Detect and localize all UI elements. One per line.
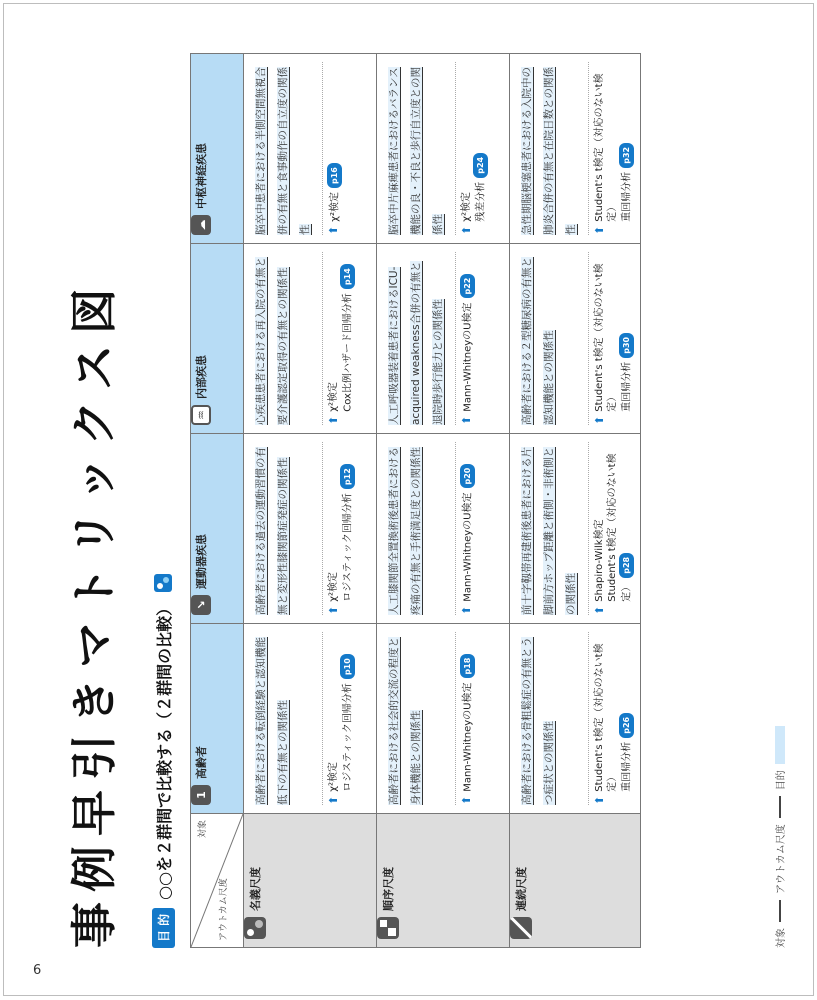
cell-objective: 急性期脳梗塞患者における入院中の肺炎合併の有無と在院日数との関係性 — [521, 67, 577, 235]
lungs-icon: ♒ — [191, 405, 211, 425]
page-reference-link[interactable]: p26 — [619, 713, 634, 738]
arrow-up-icon: ⬆ — [593, 795, 606, 805]
subtitle: ○○を２群間で比較する（２群間の比較） — [154, 599, 174, 900]
legend-line — [779, 796, 781, 818]
arrow-up-icon: ⬆ — [460, 795, 473, 805]
legend-target-label: 対象 — [776, 928, 787, 948]
matrix-cell — [510, 54, 641, 244]
legend-line — [779, 900, 781, 922]
cell-method: ⬆ Student's t検定（対応のないt検定） 重回帰分析p26 — [593, 643, 633, 805]
column-header-cns — [191, 54, 244, 244]
arrow-up-icon: ⬆ — [327, 415, 340, 425]
page-reference-link[interactable]: p24 — [473, 153, 488, 178]
cell-objective: 人工膝関節全置換術後患者における疼痛の有無と手術満足度との関係性 — [388, 447, 422, 615]
page-reference-link[interactable]: p18 — [460, 654, 475, 679]
legend-purpose-label: 目的 — [776, 770, 787, 791]
arrow-up-icon: ⬆ — [327, 605, 340, 615]
page-reference-link[interactable]: p20 — [460, 464, 475, 489]
row-header-continuous — [510, 814, 641, 948]
cell-method: ⬆ Student's t検定（対応のないt検定） 重回帰分析p30 — [593, 263, 633, 425]
table-row-ordinal — [377, 54, 510, 948]
cell-objective: 高齢者における社会的交流の程度と身体機能との関係性 — [388, 637, 422, 805]
cell-objective: 高齢者における骨粗鬆症の有無とうつ症状との関係性 — [521, 637, 555, 805]
arrow-up-icon: ⬆ — [593, 225, 606, 235]
arrow-up-icon: ⬆ — [593, 415, 606, 425]
row-label: 名義尺度 — [249, 867, 262, 911]
cell-objective: 人工呼吸器装着患者におけるICU-acquired weakness合併の有無と退院時歩行能力との関係性 — [388, 261, 444, 425]
elderly-icon: 1 — [191, 785, 211, 805]
subtitle-row — [150, 574, 176, 948]
cell-method: ⬆ Mann-WhitneyのU検定p22 — [460, 252, 475, 425]
table-row-nominal — [244, 54, 377, 948]
legend-outcome-label: アウトカム尺度 — [776, 824, 787, 894]
ordinal-scale-icon — [377, 917, 399, 939]
row-label: 順序尺度 — [382, 867, 395, 911]
matrix-table — [190, 53, 641, 948]
row-header-nominal — [244, 814, 377, 948]
row-label: 連続尺度 — [515, 867, 528, 911]
purpose-badge: 目 的 — [152, 908, 175, 948]
brain-icon: ☁ — [191, 215, 211, 235]
column-label: 高齢者 — [195, 746, 208, 779]
cell-method: ⬆ Student's t検定（対応のないt検定） 重回帰分析p32 — [593, 73, 633, 235]
page-number: 6 — [33, 963, 42, 978]
cell-objective: 前十字靱帯再建術後患者における片脚前方ホップ距離と術側・非術側との関係性 — [521, 447, 577, 615]
arrow-up-icon: ⬆ — [460, 605, 473, 615]
cell-method: ⬆ Mann-WhitneyのU検定p18 — [460, 632, 475, 805]
corner-target-label: 対象 — [198, 820, 208, 839]
matrix-cell — [510, 434, 641, 624]
cell-objective: 脳卒中片麻痺患者におけるバランス機能の良・不良と歩行自立度との関係性 — [388, 67, 444, 235]
matrix-cell — [244, 624, 377, 814]
page-reference-link[interactable]: p16 — [327, 163, 342, 188]
cell-method: ⬆ Mann-WhitneyのU検定p20 — [460, 442, 475, 615]
matrix-cell — [244, 434, 377, 624]
page-reference-link[interactable]: p28 — [619, 553, 634, 578]
cell-method: ⬆ χ²検定 ロジスティック回帰分析p12 — [327, 442, 355, 615]
cell-objective: 心疾患患者における再入院の有無と要介護認定取得の有無との関係性 — [255, 257, 289, 425]
matrix-cell — [377, 244, 510, 434]
arrow-up-icon: ⬆ — [460, 415, 473, 425]
continuous-scale-icon — [510, 917, 532, 939]
cell-method: ⬆ χ²検定 残差分析p24 — [460, 62, 488, 235]
matrix-cell — [377, 54, 510, 244]
cell-method: ⬆ χ²検定 ロジスティック回帰分析p10 — [327, 632, 355, 805]
knee-icon: ↘ — [191, 595, 211, 615]
matrix-cell — [377, 624, 510, 814]
corner-outcome-label: アウトカム尺度 — [219, 878, 229, 941]
legend — [772, 726, 787, 948]
legend-highlight-swatch — [775, 726, 785, 764]
page-reference-link[interactable]: p30 — [619, 333, 634, 358]
header-row — [191, 54, 244, 948]
cell-method: ⬆ χ²検定p16 — [327, 62, 342, 235]
matrix-cell — [244, 244, 377, 434]
matrix-cell — [377, 434, 510, 624]
cell-objective: 高齢者における過去の運動習慣の有無と変形性膝関節症発症の関係性 — [255, 447, 289, 615]
arrow-up-icon: ⬆ — [460, 225, 473, 235]
table-row-continuous — [510, 54, 641, 948]
column-header-elderly — [191, 624, 244, 814]
arrow-up-icon: ⬆ — [327, 795, 340, 805]
page-title: 事例早引きマトリックス図 — [67, 278, 121, 948]
cell-method: ⬆ χ²検定 Cox比例ハザード回帰分析p14 — [327, 252, 355, 425]
page-reference-link[interactable]: p14 — [340, 264, 355, 289]
row-header-ordinal — [377, 814, 510, 948]
column-header-musculoskeletal — [191, 434, 244, 624]
cell-objective: 高齢者における２型糖尿病の有無と認知機能との関係性 — [521, 257, 555, 425]
page-reference-link[interactable]: p12 — [340, 464, 355, 489]
matrix-cell — [510, 244, 641, 434]
comparison-icon — [154, 574, 172, 592]
column-header-internal — [191, 244, 244, 434]
page-reference-link[interactable]: p22 — [460, 274, 475, 299]
column-label: 内部疾患 — [195, 355, 208, 399]
matrix-cell — [244, 54, 377, 244]
corner-cell — [191, 814, 244, 948]
arrow-up-icon: ⬆ — [593, 605, 606, 615]
cell-method: ⬆ Shapiro-Wilk検定 Student's t検定（対応のないt検定）p28 — [593, 453, 633, 615]
column-label: 中枢神経疾患 — [195, 143, 208, 209]
column-label: 運動器疾患 — [195, 534, 208, 589]
arrow-up-icon: ⬆ — [327, 225, 340, 235]
matrix-cell — [510, 624, 641, 814]
cell-objective: 脳卒中患者における半側空間無視合併の有無と食事動作の自立度の関係性 — [255, 67, 311, 235]
nominal-scale-icon — [244, 917, 266, 939]
page-reference-link[interactable]: p10 — [340, 654, 355, 679]
page-reference-link[interactable]: p32 — [619, 143, 634, 168]
cell-objective: 高齢者における転倒経験と認知機能低下の有無との関係性 — [255, 637, 289, 805]
